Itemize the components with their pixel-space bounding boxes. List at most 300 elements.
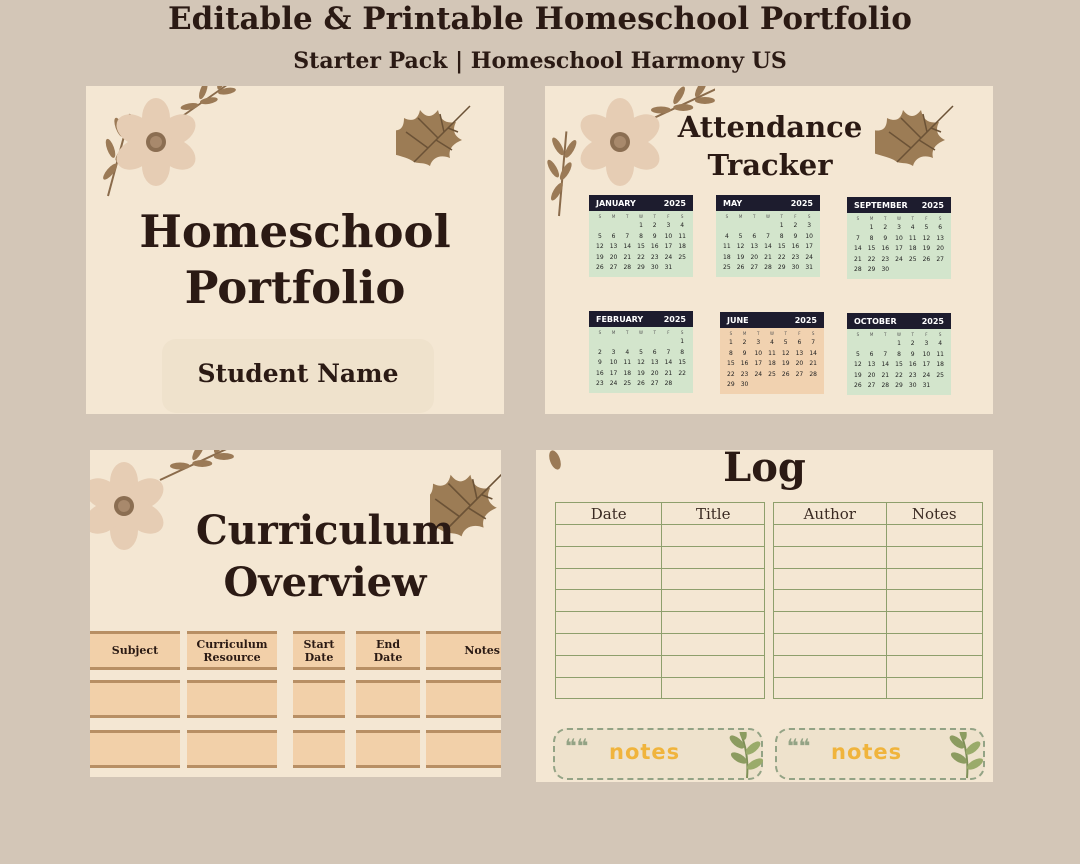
table-cell[interactable] bbox=[556, 612, 662, 634]
page-title: Editable & Printable Homeschool Portfolio bbox=[168, 1, 912, 37]
calendar-day[interactable]: 19 bbox=[922, 245, 931, 252]
calendar-day[interactable]: 13 bbox=[650, 359, 659, 366]
table-cell[interactable] bbox=[774, 633, 887, 655]
calendar-day[interactable] bbox=[747, 221, 761, 232]
calendar-day[interactable]: 27 bbox=[795, 370, 804, 378]
table-cell[interactable] bbox=[774, 612, 887, 634]
calendar-day[interactable] bbox=[675, 379, 689, 390]
table-row bbox=[556, 612, 765, 634]
curriculum-title: Curriculum Overview bbox=[195, 507, 455, 606]
calendar-day[interactable]: 18 bbox=[936, 361, 944, 368]
calendar-day[interactable]: 28 bbox=[854, 266, 862, 273]
calendar-day[interactable]: 9 bbox=[793, 232, 798, 240]
table-row bbox=[556, 655, 765, 677]
calendar-day[interactable]: 16 bbox=[740, 360, 749, 367]
calendar-day[interactable]: 20 bbox=[795, 360, 804, 367]
calendar-day[interactable]: 28 bbox=[664, 380, 673, 387]
calendar-day[interactable]: 30 bbox=[740, 381, 749, 388]
weekday-letter: W bbox=[639, 330, 643, 335]
weekday-letter: S bbox=[598, 330, 602, 335]
column-header-line: Notes bbox=[464, 644, 500, 657]
table-cell[interactable] bbox=[662, 633, 765, 655]
calendar-day[interactable]: 28 bbox=[764, 264, 772, 271]
calendar-day[interactable]: 19 bbox=[781, 360, 790, 367]
table-cell[interactable] bbox=[556, 568, 662, 590]
weekday-letter: S bbox=[938, 332, 942, 337]
calendar-day[interactable]: 5 bbox=[783, 339, 788, 346]
calendar-day[interactable]: 10 bbox=[609, 359, 618, 366]
calendar-day[interactable]: 15 bbox=[867, 245, 876, 252]
table-cell[interactable] bbox=[886, 568, 982, 590]
calendar-day[interactable]: 8 bbox=[728, 349, 733, 357]
calendar-day[interactable]: 27 bbox=[867, 382, 876, 389]
calendar-day[interactable]: 25 bbox=[623, 380, 632, 387]
calendar-day[interactable]: 13 bbox=[795, 349, 804, 357]
calendar-day[interactable]: 4 bbox=[625, 348, 630, 356]
calendar-day[interactable] bbox=[662, 337, 676, 348]
table-row bbox=[774, 612, 983, 634]
weekday-letter: S bbox=[938, 216, 942, 221]
calendar-day[interactable]: 24 bbox=[805, 253, 813, 261]
calendar-day[interactable]: 27 bbox=[750, 264, 759, 271]
calendar-february bbox=[589, 311, 693, 393]
table-cell[interactable] bbox=[774, 655, 887, 677]
calendar-day[interactable] bbox=[920, 265, 934, 276]
weekday-letter: S bbox=[725, 214, 729, 219]
calendar-day[interactable]: 6 bbox=[797, 339, 802, 346]
calendar-day[interactable]: 25 bbox=[678, 253, 686, 261]
calendar-day[interactable]: 11 bbox=[723, 243, 731, 250]
table-cell[interactable] bbox=[556, 633, 662, 655]
calendar-day[interactable]: 18 bbox=[768, 360, 776, 367]
calendar-day[interactable]: 12 bbox=[922, 234, 931, 242]
calendar-day[interactable]: 6 bbox=[869, 350, 874, 358]
calendar-day[interactable]: 16 bbox=[908, 361, 917, 368]
calendar-day[interactable]: 4 bbox=[938, 340, 943, 347]
table-cell[interactable] bbox=[556, 655, 662, 677]
table-cell[interactable] bbox=[293, 680, 345, 718]
calendar-day[interactable]: 12 bbox=[736, 243, 745, 250]
calendar-day[interactable]: 2 bbox=[597, 348, 602, 356]
table-cell[interactable] bbox=[886, 633, 982, 655]
log-title: Log bbox=[723, 450, 806, 491]
calendar-day[interactable]: 9 bbox=[742, 349, 747, 357]
calendar-day[interactable]: 13 bbox=[936, 234, 944, 242]
calendar-day[interactable]: 27 bbox=[609, 264, 618, 271]
weekday-letter: M bbox=[611, 214, 616, 219]
calendar-day[interactable]: 4 bbox=[910, 224, 915, 231]
column-header-line: Curriculum bbox=[196, 637, 268, 651]
calendar-day[interactable]: 31 bbox=[664, 264, 673, 271]
calendar-day[interactable]: 11 bbox=[623, 359, 632, 366]
calendar-day[interactable]: 3 bbox=[897, 224, 901, 231]
calendar-day[interactable]: 31 bbox=[805, 264, 813, 271]
calendar-day[interactable] bbox=[851, 223, 865, 234]
calendar-day[interactable]: 19 bbox=[736, 253, 745, 261]
calendar-day[interactable]: 5 bbox=[639, 348, 643, 356]
calendar-day[interactable] bbox=[806, 380, 820, 391]
calendar-day[interactable]: 27 bbox=[650, 380, 659, 387]
calendar-day[interactable]: 25 bbox=[768, 370, 776, 378]
calendar-day[interactable]: 19 bbox=[596, 253, 604, 261]
calendar-day[interactable]: 16 bbox=[881, 245, 890, 252]
calendar-year: 2025 bbox=[790, 198, 813, 208]
calendar-day[interactable]: 29 bbox=[777, 264, 786, 271]
table-cell[interactable] bbox=[187, 730, 277, 768]
calendar-day[interactable]: 20 bbox=[867, 371, 876, 379]
table-cell[interactable] bbox=[90, 680, 180, 718]
calendar-day[interactable]: 26 bbox=[854, 382, 862, 389]
calendar-day[interactable] bbox=[851, 339, 865, 350]
calendar-day[interactable]: 4 bbox=[724, 232, 729, 240]
table-cell[interactable] bbox=[662, 655, 765, 677]
calendar-day[interactable] bbox=[675, 263, 689, 274]
weekday-letter: S bbox=[680, 330, 684, 335]
calendar-day[interactable]: 1 bbox=[897, 340, 901, 347]
calendar-day[interactable] bbox=[933, 381, 947, 392]
calendar-day[interactable]: 13 bbox=[750, 243, 759, 250]
table-cell[interactable] bbox=[886, 546, 982, 568]
weekday-letter: S bbox=[807, 214, 811, 219]
calendar-day[interactable]: 9 bbox=[597, 359, 602, 366]
calendar-day[interactable] bbox=[761, 221, 775, 232]
calendar-day[interactable]: 26 bbox=[637, 380, 645, 387]
calendar-day[interactable]: 17 bbox=[609, 369, 618, 377]
calendar-day[interactable]: 29 bbox=[867, 266, 876, 273]
table-cell[interactable] bbox=[774, 525, 887, 547]
notes-box-left[interactable] bbox=[553, 728, 763, 780]
calendar-year: 2025 bbox=[921, 316, 944, 326]
calendar-day[interactable]: 26 bbox=[596, 264, 604, 271]
calendar-day[interactable]: 28 bbox=[881, 382, 890, 389]
calendar-month: JUNE bbox=[727, 315, 749, 325]
calendar-day[interactable]: 8 bbox=[680, 348, 685, 356]
calendar-day[interactable]: 23 bbox=[596, 380, 604, 387]
calendar-day[interactable] bbox=[933, 265, 947, 276]
calendar-day[interactable]: 12 bbox=[781, 349, 790, 357]
calendar-day[interactable]: 14 bbox=[664, 359, 673, 366]
weekday-letter: S bbox=[729, 331, 733, 336]
calendar-day[interactable] bbox=[765, 380, 779, 391]
calendar-day[interactable]: 1 bbox=[869, 224, 874, 231]
table-cell[interactable] bbox=[774, 590, 887, 612]
calendar-day[interactable]: 15 bbox=[727, 360, 735, 367]
calendar-day[interactable]: 23 bbox=[650, 253, 659, 261]
calendar-day[interactable]: 26 bbox=[736, 264, 745, 271]
calendar-day[interactable]: 24 bbox=[922, 371, 931, 379]
column-header bbox=[90, 631, 180, 670]
calendar-day[interactable]: 15 bbox=[637, 243, 645, 250]
calendar-day[interactable]: 17 bbox=[664, 243, 673, 250]
calendar-day[interactable]: 24 bbox=[754, 370, 763, 378]
table-cell[interactable] bbox=[556, 677, 662, 699]
table-cell[interactable] bbox=[774, 568, 887, 590]
calendar-day[interactable]: 29 bbox=[895, 382, 903, 389]
weekday-letter: T bbox=[884, 332, 887, 337]
weekday-letter: F bbox=[667, 214, 670, 219]
calendar-june bbox=[720, 312, 824, 394]
weekday-letter: W bbox=[897, 216, 901, 221]
calendar-day[interactable]: 6 bbox=[652, 348, 657, 356]
calendar-day[interactable]: 10 bbox=[895, 234, 903, 242]
calendar-day[interactable]: 21 bbox=[854, 255, 862, 263]
log-table-right bbox=[773, 502, 983, 699]
calendar-day[interactable]: 20 bbox=[650, 369, 659, 377]
table-cell[interactable] bbox=[886, 612, 982, 634]
table-cell[interactable] bbox=[556, 525, 662, 547]
cover-title: Homeschool Portfolio bbox=[139, 205, 451, 314]
column-header-line: Date bbox=[304, 650, 334, 664]
calendar-day[interactable]: 3 bbox=[756, 339, 761, 346]
calendar-day[interactable]: 7 bbox=[625, 232, 630, 240]
weekday-letter: F bbox=[667, 330, 670, 335]
calendar-day[interactable]: 27 bbox=[936, 255, 944, 263]
calendar-day[interactable]: 21 bbox=[664, 369, 673, 377]
table-cell[interactable] bbox=[662, 546, 765, 568]
calendar-day[interactable]: 22 bbox=[777, 253, 786, 261]
calendar-day[interactable]: 14 bbox=[881, 361, 890, 368]
calendar-day[interactable]: 14 bbox=[854, 245, 862, 252]
calendar-day[interactable]: 26 bbox=[781, 370, 790, 378]
calendar-day[interactable]: 7 bbox=[666, 348, 671, 356]
table-cell[interactable] bbox=[293, 730, 345, 768]
calendar-day[interactable] bbox=[620, 221, 634, 232]
calendar-day[interactable]: 21 bbox=[764, 253, 772, 261]
calendar-day[interactable] bbox=[793, 380, 807, 391]
calendar-day[interactable]: 16 bbox=[650, 243, 659, 250]
calendar-day[interactable]: 19 bbox=[854, 371, 862, 379]
calendar-day[interactable]: 20 bbox=[750, 253, 759, 261]
leaf-sprig-icon bbox=[947, 732, 987, 782]
column-header: Title bbox=[662, 503, 765, 525]
calendar-day[interactable]: 18 bbox=[678, 243, 686, 250]
table-cell[interactable] bbox=[556, 590, 662, 612]
table-row bbox=[556, 568, 765, 590]
calendar-day[interactable]: 15 bbox=[895, 361, 903, 368]
table-cell[interactable] bbox=[426, 730, 501, 768]
calendar-day[interactable] bbox=[607, 337, 621, 348]
calendar-day[interactable]: 13 bbox=[867, 361, 876, 368]
calendar-day[interactable]: 21 bbox=[809, 360, 817, 367]
calendar-day[interactable] bbox=[634, 337, 648, 348]
table-cell[interactable] bbox=[886, 525, 982, 547]
weekday-letter: M bbox=[869, 332, 874, 337]
calendar-day[interactable]: 30 bbox=[791, 264, 800, 271]
calendar-day[interactable]: 10 bbox=[805, 232, 813, 240]
table-cell[interactable] bbox=[556, 546, 662, 568]
calendar-day[interactable]: 20 bbox=[609, 253, 618, 261]
table-cell[interactable] bbox=[886, 590, 982, 612]
calendar-day[interactable]: 8 bbox=[869, 234, 874, 242]
calendar-day[interactable]: 14 bbox=[764, 243, 772, 250]
calendar-day[interactable]: 28 bbox=[623, 264, 632, 271]
column-header-line: Subject bbox=[111, 644, 159, 657]
calendar-day[interactable]: 8 bbox=[779, 232, 784, 240]
calendar-day[interactable]: 11 bbox=[768, 349, 776, 357]
calendar-day[interactable]: 7 bbox=[883, 350, 888, 358]
calendar-day[interactable] bbox=[648, 337, 662, 348]
calendar-day[interactable]: 10 bbox=[754, 349, 763, 357]
calendar-day[interactable]: 3 bbox=[807, 222, 812, 229]
calendar-day[interactable]: 11 bbox=[936, 350, 944, 358]
column-header bbox=[356, 631, 420, 670]
calendar-day[interactable]: 23 bbox=[908, 371, 917, 379]
weekday-letter: S bbox=[680, 214, 684, 219]
calendar-day[interactable]: 25 bbox=[723, 264, 731, 271]
calendar-day[interactable]: 11 bbox=[908, 234, 917, 242]
calendar-day[interactable]: 17 bbox=[895, 245, 903, 252]
table-cell[interactable] bbox=[662, 568, 765, 590]
calendar-day[interactable]: 2 bbox=[883, 224, 888, 231]
calendar-day[interactable]: 10 bbox=[664, 232, 673, 240]
calendar-day[interactable] bbox=[607, 221, 621, 232]
calendar-day[interactable]: 6 bbox=[752, 232, 757, 240]
calendar-day[interactable]: 18 bbox=[623, 369, 632, 377]
calendar-day[interactable] bbox=[593, 221, 607, 232]
calendar-day[interactable]: 20 bbox=[936, 245, 944, 252]
table-cell[interactable] bbox=[774, 677, 887, 699]
calendar-day[interactable]: 30 bbox=[650, 264, 659, 271]
calendar-day[interactable] bbox=[892, 265, 906, 276]
calendar-day[interactable]: 15 bbox=[678, 359, 686, 366]
calendar-day[interactable]: 2 bbox=[910, 340, 915, 347]
calendar-day[interactable]: 12 bbox=[637, 359, 645, 366]
calendar-day[interactable]: 7 bbox=[855, 234, 860, 242]
calendar-day[interactable]: 24 bbox=[609, 380, 618, 387]
calendar-day[interactable] bbox=[878, 339, 892, 350]
calendar-day[interactable]: 21 bbox=[881, 371, 890, 379]
calendar-day[interactable]: 15 bbox=[777, 243, 786, 250]
calendar-day[interactable]: 6 bbox=[611, 232, 616, 240]
calendar-day[interactable]: 7 bbox=[766, 232, 770, 240]
calendar-day[interactable]: 1 bbox=[639, 222, 643, 229]
calendar-day[interactable]: 24 bbox=[895, 255, 903, 263]
calendar-day[interactable]: 22 bbox=[637, 253, 645, 261]
weekday-letter: T bbox=[653, 214, 656, 219]
calendar-day[interactable]: 11 bbox=[678, 232, 686, 240]
column-header-line: Resource bbox=[203, 650, 261, 664]
calendar-day[interactable]: 17 bbox=[922, 361, 931, 368]
calendar-day[interactable]: 1 bbox=[728, 339, 733, 346]
calendar-day[interactable]: 24 bbox=[664, 253, 673, 261]
table-row bbox=[774, 590, 983, 612]
calendar-day[interactable]: 22 bbox=[678, 369, 686, 377]
calendar-day[interactable]: 14 bbox=[623, 243, 632, 250]
calendar-day[interactable]: 17 bbox=[805, 243, 813, 250]
calendar-day[interactable]: 8 bbox=[897, 350, 901, 358]
table-cell[interactable] bbox=[662, 525, 765, 547]
calendar-day[interactable] bbox=[865, 339, 879, 350]
calendar-day[interactable]: 9 bbox=[910, 350, 915, 358]
weekday-letter: F bbox=[794, 214, 797, 219]
calendar-day[interactable] bbox=[906, 265, 920, 276]
calendar-day[interactable]: 12 bbox=[854, 361, 862, 368]
calendar-day[interactable]: 29 bbox=[727, 381, 735, 388]
calendar-day[interactable]: 22 bbox=[895, 371, 903, 379]
calendar-day[interactable] bbox=[620, 337, 634, 348]
table-cell[interactable] bbox=[426, 680, 501, 718]
calendar-day[interactable]: 5 bbox=[924, 224, 929, 231]
calendar-day[interactable]: 9 bbox=[652, 232, 657, 240]
calendar-day[interactable]: 26 bbox=[922, 255, 931, 263]
calendar-day[interactable]: 23 bbox=[740, 370, 749, 378]
calendar-day[interactable]: 28 bbox=[809, 370, 817, 378]
calendar-day[interactable] bbox=[734, 221, 748, 232]
calendar-day[interactable]: 3 bbox=[924, 340, 929, 347]
calendar-day[interactable] bbox=[779, 380, 793, 391]
calendar-day[interactable]: 14 bbox=[809, 349, 817, 357]
calendar-day[interactable]: 6 bbox=[938, 224, 943, 231]
calendar-day[interactable]: 22 bbox=[867, 255, 876, 263]
table-cell[interactable] bbox=[187, 680, 277, 718]
calendar-day[interactable]: 4 bbox=[680, 222, 685, 229]
calendar-day[interactable]: 2 bbox=[652, 222, 657, 229]
calendar-day[interactable] bbox=[720, 221, 734, 232]
calendar-day[interactable]: 25 bbox=[936, 371, 944, 379]
calendar-day[interactable]: 19 bbox=[637, 369, 645, 377]
calendar-day[interactable]: 3 bbox=[611, 348, 616, 356]
calendar-day[interactable]: 22 bbox=[727, 370, 735, 378]
table-cell[interactable] bbox=[662, 612, 765, 634]
calendar-day[interactable]: 2 bbox=[793, 222, 798, 229]
calendar-day[interactable]: 23 bbox=[881, 255, 890, 263]
calendar-day[interactable]: 29 bbox=[637, 264, 645, 271]
calendar-day[interactable]: 13 bbox=[609, 243, 618, 250]
calendar-day[interactable]: 31 bbox=[922, 382, 931, 389]
notes-box-right[interactable] bbox=[775, 728, 985, 780]
table-cell[interactable] bbox=[774, 546, 887, 568]
calendar-day[interactable]: 16 bbox=[791, 243, 800, 250]
calendar-month: JANUARY bbox=[596, 198, 636, 208]
calendar-day[interactable]: 9 bbox=[883, 234, 888, 242]
calendar-day[interactable]: 4 bbox=[770, 339, 774, 346]
calendar-day[interactable]: 25 bbox=[908, 255, 917, 263]
table-cell[interactable] bbox=[886, 655, 982, 677]
calendar-day[interactable]: 16 bbox=[596, 369, 604, 377]
calendar-day[interactable]: 17 bbox=[754, 360, 763, 367]
calendar-day[interactable]: 5 bbox=[855, 350, 860, 358]
calendar-day[interactable]: 12 bbox=[596, 243, 604, 250]
calendar-day[interactable]: 18 bbox=[723, 253, 731, 261]
table-cell[interactable] bbox=[356, 730, 420, 768]
table-cell[interactable] bbox=[662, 677, 765, 699]
calendar-day[interactable]: 21 bbox=[623, 253, 632, 261]
weekday-letter: M bbox=[611, 330, 616, 335]
calendar-day[interactable]: 18 bbox=[908, 245, 917, 252]
calendar-day[interactable]: 5 bbox=[738, 232, 743, 240]
calendar-day[interactable] bbox=[751, 380, 765, 391]
table-cell[interactable] bbox=[662, 590, 765, 612]
calendar-day[interactable]: 30 bbox=[908, 382, 917, 389]
calendar-day[interactable]: 23 bbox=[791, 253, 800, 261]
calendar-day[interactable]: 8 bbox=[639, 232, 643, 240]
calendar-day[interactable] bbox=[593, 337, 607, 348]
calendar-day[interactable]: 2 bbox=[742, 339, 747, 346]
calendar-day[interactable]: 1 bbox=[680, 338, 685, 345]
table-cell[interactable] bbox=[90, 730, 180, 768]
calendar-day[interactable]: 5 bbox=[597, 232, 602, 240]
calendar-day[interactable]: 3 bbox=[666, 222, 671, 229]
table-cell[interactable] bbox=[886, 677, 982, 699]
calendar-day[interactable]: 7 bbox=[811, 339, 816, 346]
table-cell[interactable] bbox=[356, 680, 420, 718]
calendar-day[interactable]: 1 bbox=[779, 222, 784, 229]
curriculum-overview-preview bbox=[90, 450, 501, 777]
reading-log-preview bbox=[536, 450, 993, 782]
student-name-field[interactable] bbox=[162, 339, 434, 413]
calendar-day[interactable]: 30 bbox=[881, 266, 890, 273]
calendar-day[interactable]: 10 bbox=[922, 350, 931, 358]
